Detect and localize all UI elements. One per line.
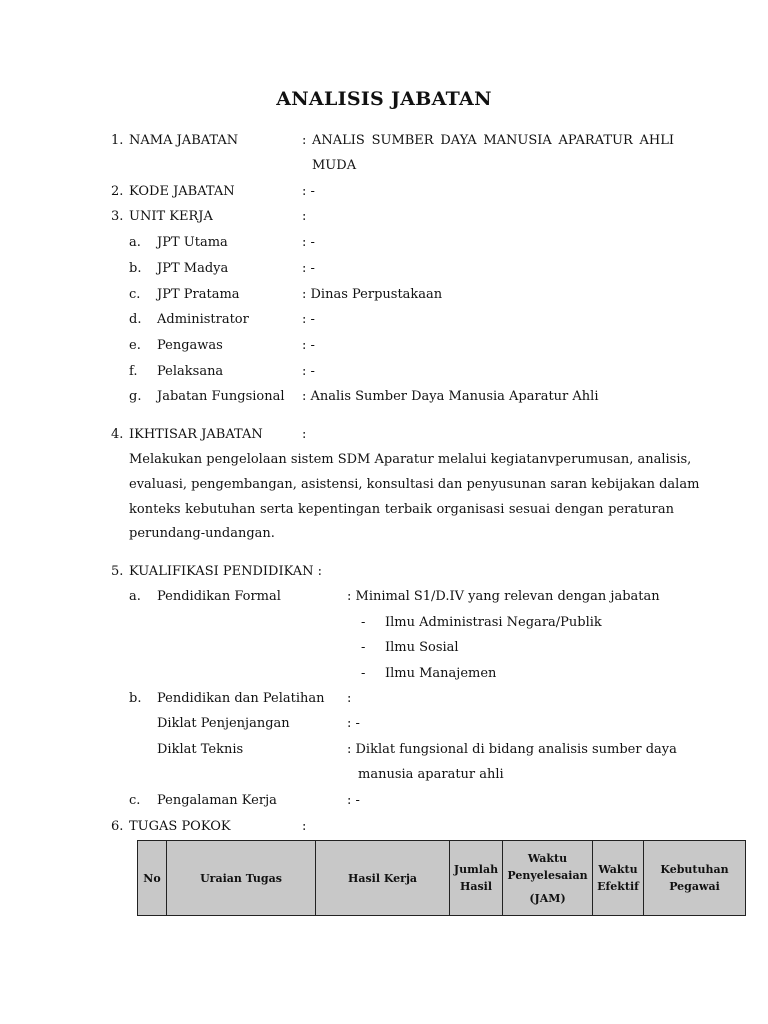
item-number: 6. (111, 819, 124, 834)
sub-value: : Dinas Perpustakaan (302, 287, 443, 302)
ikhtisar-line: Melakukan pengelolaan sistem SDM Aparatur melalui kegiatanvperumusan, analisis, (129, 452, 692, 467)
sub-label: Pelaksana (157, 364, 224, 379)
list-item-text: Ilmu Manajemen (385, 666, 497, 681)
sub-letter: c. (129, 793, 141, 808)
item-colon: : (302, 819, 307, 834)
item-label: IKHTISAR JABATAN (129, 427, 263, 442)
item-label: UNIT KERJA (129, 209, 213, 224)
sub-letter: e. (129, 338, 141, 353)
header-no: No (138, 841, 167, 916)
list-item-text: Ilmu Sosial (385, 640, 459, 655)
sub-letter: a. (129, 235, 141, 250)
sub-letter: c. (129, 287, 141, 302)
item-value: : - (302, 184, 315, 199)
sub-value: : Minimal S1/D.IV yang relevan dengan jabatan (347, 589, 660, 604)
sub-value: : - (347, 716, 360, 731)
item-label: KODE JABATAN (129, 184, 235, 199)
sub-label: JPT Pratama (157, 287, 240, 302)
ikhtisar-line: evaluasi, pengembangan, asistensi, konsultasi dan penyusunan saran kebijakan dalam (129, 477, 700, 492)
sub-letter: f. (129, 364, 138, 379)
item-number: 3. (111, 209, 124, 224)
header-waktu-penyelesaian (503, 841, 593, 916)
sub-label: Administrator (157, 312, 249, 327)
list-item-text: Ilmu Administrasi Negara/Publik (385, 615, 602, 630)
item-number: 2. (111, 184, 124, 199)
sub-label: Pendidikan Formal (157, 589, 281, 604)
sub-letter: d. (129, 312, 142, 327)
item-colon: : (302, 133, 307, 148)
dash-bullet: - (361, 666, 366, 681)
diklat-teknis-value-line2: manusia aparatur ahli (358, 767, 504, 782)
sub-letter: b. (129, 261, 142, 276)
table-header-row (138, 841, 746, 916)
sub-letter: a. (129, 589, 141, 604)
nama-jabatan-value-line2: MUDA (312, 158, 357, 173)
item-label: TUGAS POKOK (129, 819, 231, 834)
sub-value: : - (302, 235, 315, 250)
header-uraian-tugas: Uraian Tugas (167, 841, 316, 916)
sub-label: Diklat Penjenjangan (157, 716, 290, 731)
sub-label: Pendidikan dan Pelatihan (157, 691, 325, 706)
header-jumlah-hasil: Jumlah Hasil (450, 841, 503, 916)
item-number: 5. (111, 564, 124, 579)
item-number: 4. (111, 427, 124, 442)
item-label: KUALIFIKASI PENDIDIKAN : (129, 564, 323, 579)
item-colon: : (302, 209, 307, 224)
header-hasil-kerja: Hasil Kerja (316, 841, 450, 916)
sub-label: Pengawas (157, 338, 223, 353)
ikhtisar-line: konteks kebutuhan serta kepentingan terbaik organisasi sesuai dengan peraturan (129, 502, 674, 517)
sub-value: : - (302, 261, 315, 276)
sub-value: : - (302, 338, 315, 353)
nama-jabatan-value-line1: ANALIS SUMBER DAYA MANUSIA APARATUR AHLI (312, 133, 674, 148)
item-colon: : (302, 427, 307, 442)
sub-value: : - (347, 793, 360, 808)
sub-value: : Analis Sumber Daya Manusia Aparatur Ahli (302, 389, 599, 404)
sub-letter: g. (129, 389, 142, 404)
sub-letter: b. (129, 691, 142, 706)
header-kebutuhan-pegawai: Kebutuhan Pegawai (644, 841, 746, 916)
item-label: NAMA JABATAN (129, 133, 239, 148)
dash-bullet: - (361, 640, 366, 655)
header-waktu-efektif: Waktu Efektif (593, 841, 644, 916)
header-waktu-penyelesaian-unit: (JAM) (529, 891, 566, 905)
sub-value: : - (302, 312, 315, 327)
ikhtisar-last-line: perundang-undangan. (129, 526, 275, 541)
tugas-pokok-table (137, 840, 746, 916)
sub-label: Pengalaman Kerja (157, 793, 277, 808)
page-title: ANALISIS JABATAN (276, 88, 492, 110)
header-waktu-penyelesaian-label: Waktu Penyelesaian (507, 851, 588, 882)
sub-label: JPT Madya (157, 261, 229, 276)
sub-value: : - (302, 364, 315, 379)
sub-value: : Diklat fungsional di bidang analisis sumber daya (347, 742, 677, 757)
sub-colon: : (347, 691, 352, 706)
item-number: 1. (111, 133, 124, 148)
dash-bullet: - (361, 615, 366, 630)
sub-label: Jabatan Fungsional (157, 389, 285, 404)
sub-label: Diklat Teknis (157, 742, 244, 757)
sub-label: JPT Utama (157, 235, 228, 250)
